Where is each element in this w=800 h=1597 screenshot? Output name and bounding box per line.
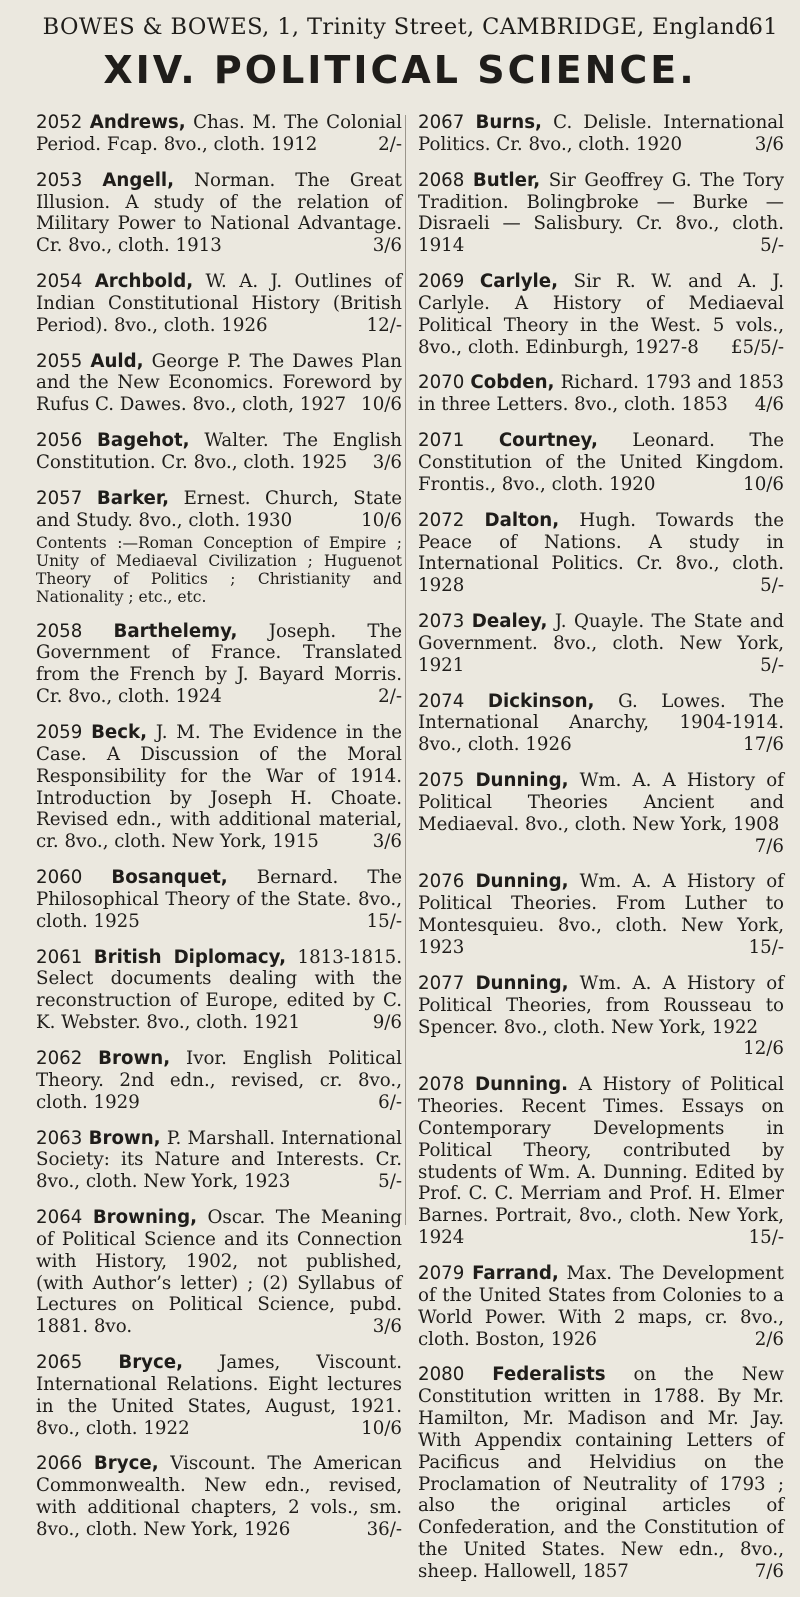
entry-number: 2073 — [418, 611, 465, 633]
catalogue-entry — [418, 973, 784, 1060]
catalogue-entry — [418, 1364, 784, 1582]
catalogue-entry — [418, 170, 784, 257]
entry-price: 2/6 — [754, 1328, 784, 1350]
catalogue-entry — [36, 170, 402, 257]
catalogue-entry — [418, 430, 784, 496]
header-text: BOWES & BOWES, 1, Trinity Street, CAMBRIDGE, England. — [42, 14, 758, 40]
entry-author: Dickinson, — [487, 690, 595, 712]
entry-author: Dalton, — [484, 509, 560, 531]
entry-author: Burns, — [475, 112, 542, 133]
entry-author: Andrews, — [89, 112, 186, 133]
entry-description: J. Quayle. The State and Government. 8vo., cloth. New York, 1921 — [418, 611, 784, 676]
catalogue-entry — [36, 722, 402, 853]
entry-price: 10/6 — [743, 473, 784, 495]
entry-price: 17/6 — [743, 734, 784, 756]
entry-number: 2059 — [36, 722, 83, 743]
entry-number: 2067 — [418, 112, 465, 133]
entry-body — [418, 1364, 784, 1582]
entry-description: on the New Constitution written in 1788. By Mr. Hamilton, Mr. Madison and Mr. Jay. With Appendix containing Letters of Pacificus and Helvidius on the Proclamation of Neutrality of 1793 ; also the original articles of Confederation, and the Constitution of the United States. New edn., 8vo., sheep. Hallowell, 1857 — [418, 1364, 784, 1582]
entry-author: Brown, — [88, 1127, 161, 1149]
entry-description: Walter. The English Constitution. Cr. 8vo., cloth. 1925 — [36, 430, 402, 473]
right-column — [418, 112, 784, 1597]
entry-author: Dunning, — [475, 770, 569, 792]
entry-description: Oscar. The Meaning of Political Science and its Connection with History, 1902, not published, (with Author’s letter) ; (2) Syllabus of Lectures on Political Science, pubd. 1881. 8vo. — [36, 1207, 402, 1338]
catalogue-entry — [418, 1263, 784, 1350]
entry-number: 2053 — [36, 169, 83, 191]
entry-author: Dunning, — [475, 972, 569, 994]
catalogue-entry — [418, 112, 784, 156]
entry-price: 12/6 — [743, 1038, 784, 1060]
catalogue-entry — [418, 770, 784, 857]
entry-body — [36, 1453, 402, 1540]
entry-number: 2070 — [418, 372, 465, 394]
catalogue-entry — [36, 112, 402, 156]
entry-number: 2058 — [36, 620, 83, 642]
entry-author: Archbold, — [94, 271, 194, 293]
entry-author: Auld, — [90, 350, 144, 372]
section-title: XIV. POLITICAL SCIENCE. — [103, 48, 697, 92]
entry-body — [418, 973, 784, 1060]
entry-description: 1813-1815. Select documents dealing with the reconstruction of Europe, edited by C. K. Webster. 8vo., cloth. 1921 — [36, 946, 402, 1034]
entry-price: 5/- — [760, 575, 784, 597]
entry-body — [36, 947, 402, 1034]
entry-price: 12/- — [366, 314, 402, 336]
entry-description: P. Marshall. International Society: its Nature and Interests. Cr. 8vo., cloth. New York, 1923 — [36, 1127, 402, 1193]
entry-price: 36/- — [366, 1519, 402, 1540]
entry-number: 2064 — [36, 1207, 83, 1229]
entry-price: 3/6 — [754, 133, 784, 155]
entry-number: 2080 — [418, 1364, 465, 1386]
entry-body — [36, 1128, 402, 1194]
entry-description: Viscount. The American Commonwealth. New edn., revised, with additional chapters, 2 vols., sm. 8vo., cloth. New York, 1926 — [36, 1453, 402, 1540]
entry-author: Bryce, — [93, 1453, 159, 1475]
entry-body — [418, 770, 784, 857]
entry-number: 2077 — [418, 972, 465, 994]
entry-author: Cobden, — [470, 372, 555, 394]
entry-price: 4/6 — [754, 394, 784, 416]
entry-number: 2071 — [418, 430, 465, 452]
entry-number: 2066 — [36, 1453, 83, 1475]
entry-author: Carlyle, — [479, 271, 559, 293]
entry-body — [36, 1048, 402, 1114]
entry-author: Browning, — [92, 1207, 197, 1229]
entry-body — [36, 1352, 402, 1439]
entry-price: 10/6 — [361, 509, 402, 531]
entry-author: Barker, — [96, 487, 170, 509]
entry-description: C. Delisle. International Politics. Cr. 8vo., cloth. 1920 — [418, 112, 784, 155]
catalogue-entry — [36, 1453, 402, 1540]
entry-number: 2065 — [36, 1352, 83, 1374]
catalogue-entry — [36, 947, 402, 1034]
entry-author: British Diplomacy, — [93, 946, 287, 968]
entry-author: Dunning. — [475, 1074, 569, 1096]
entry-author: Dunning, — [475, 871, 569, 893]
catalogue-entry — [36, 867, 402, 933]
entry-price: 5/- — [760, 654, 784, 676]
entry-description: George P. The Dawes Plan and the New Economics. Foreword by Rufus C. Dawes. 8vo., cloth, 1927 — [36, 350, 402, 416]
entry-body — [418, 430, 784, 496]
entry-body — [36, 170, 402, 257]
entry-body — [418, 871, 784, 958]
entry-description: W. A. J. Outlines of Indian Constitutional History (British Period). 8vo., cloth. 1926 — [36, 271, 402, 336]
entry-description: G. Lowes. The International Anarchy, 1904-1914. 8vo., cloth. 1926 — [418, 690, 784, 756]
entry-body — [36, 351, 402, 417]
entry-author: Brown, — [98, 1047, 171, 1069]
entry-description: Leonard. The Constitution of the United Kingdom. Frontis., 8vo., cloth. 1920 — [418, 430, 784, 495]
entry-author: Beck, — [91, 722, 148, 743]
entry-price: 7/6 — [754, 835, 784, 857]
entry-price: 10/6 — [361, 1417, 402, 1439]
entry-author: Barthelemy, — [113, 620, 238, 642]
entry-description: Wm. A. A History of Political Theories, from Rousseau to Spencer. 8vo., cloth. New York, 1922 — [418, 972, 784, 1038]
entry-author: Federalists — [492, 1364, 606, 1386]
column-divider — [405, 115, 406, 1225]
entry-description: Ernest. Church, State and Study. 8vo., cloth. 1930 — [36, 487, 402, 531]
entry-number: 2060 — [36, 867, 83, 889]
catalogue-entry — [418, 1074, 784, 1249]
entry-body — [36, 430, 402, 474]
entry-number: 2054 — [36, 271, 83, 293]
entry-body — [36, 271, 402, 337]
entry-price: 3/6 — [372, 831, 402, 853]
entry-price: 15/- — [748, 1227, 784, 1249]
entry-body — [418, 271, 784, 358]
entry-number: 2062 — [36, 1047, 83, 1069]
entry-body — [36, 112, 402, 156]
catalogue-entry — [36, 1207, 402, 1338]
catalogue-entry — [36, 1128, 402, 1194]
entry-number: 2075 — [418, 770, 465, 792]
entry-price: 3/6 — [372, 1316, 402, 1338]
entry-author: Bryce, — [118, 1352, 184, 1374]
entry-description: Wm. A. A History of Political Theories Ancient and Mediaeval. 8vo., cloth. New York, 1908 — [418, 770, 784, 835]
entry-description: Hugh. Towards the Peace of Nations. A study in International Politics. Cr. 8vo., cloth. 1928 — [418, 509, 784, 597]
entry-description: Sir R. W. and A. J. Carlyle. A History of Mediaeval Political Theory in the West. 5 vols., 8vo., cloth. Edinburgh, 1927-8 — [418, 271, 784, 358]
entry-number: 2069 — [418, 271, 465, 293]
entry-body — [36, 867, 402, 933]
entry-number: 2074 — [418, 690, 465, 712]
entry-number: 2079 — [418, 1262, 465, 1284]
catalogue-entry — [36, 351, 402, 417]
entry-price: 9/6 — [372, 1012, 402, 1034]
entry-body — [418, 1074, 784, 1249]
entry-price: 2/- — [378, 133, 402, 155]
entry-description: J. M. The Evidence in the Case. A Discussion of the Moral Responsibility for the War of 1914. Introduction by Joseph H. Choate. Revised edn., with additional material, cr. 8vo., cloth. New York, 1915 — [36, 722, 402, 853]
entry-price: 10/6 — [361, 394, 402, 416]
entry-price: 2/- — [378, 686, 402, 708]
catalogue-entry — [418, 510, 784, 597]
page-number: 61 — [748, 14, 778, 40]
entry-body — [418, 611, 784, 677]
entry-number: 2055 — [36, 350, 83, 372]
entry-price: 15/- — [748, 937, 784, 958]
entry-number: 2057 — [36, 487, 83, 509]
entry-number: 2072 — [418, 509, 465, 531]
catalogue-entry — [418, 691, 784, 757]
entry-price: 5/- — [760, 235, 784, 257]
entry-description: Norman. The Great Illusion. A study of the relation of Military Power to National Advantage. Cr. 8vo., cloth. 1913 — [36, 169, 402, 257]
entry-description: James, Viscount. International Relations. Eight lectures in the United States, August, 1921. 8vo., cloth. 1922 — [36, 1352, 402, 1439]
entry-body — [36, 1207, 402, 1338]
entry-body — [418, 510, 784, 597]
entry-author: Bagehot, — [97, 430, 190, 452]
catalogue-entry — [36, 430, 402, 474]
entry-number: 2076 — [418, 871, 465, 893]
entry-description: Max. The Development of the United States from Colonies to a World Power. With 2 maps, cr. 8vo., cloth. Boston, 1926 — [418, 1262, 784, 1350]
catalogue-entry — [418, 372, 784, 416]
page-header — [0, 14, 800, 40]
entry-body — [418, 691, 784, 757]
entry-description: Richard. 1793 and 1853 in three Letters. 8vo., cloth. 1853 — [418, 372, 784, 416]
left-column — [36, 112, 402, 1555]
entry-author: Farrand, — [472, 1262, 559, 1284]
entry-price: 3/6 — [372, 451, 402, 473]
entry-body — [418, 372, 784, 416]
catalogue-entry — [36, 488, 402, 607]
entry-body — [36, 621, 402, 708]
entry-author: Bosanquet, — [111, 867, 228, 889]
entry-number: 2068 — [418, 169, 465, 191]
entry-description: Joseph. The Government of France. Translated from the French by J. Bayard Morris. Cr. 8vo., cloth. 1924 — [36, 620, 402, 708]
entry-body — [418, 112, 784, 156]
catalogue-entry — [36, 621, 402, 708]
entry-number: 2063 — [36, 1127, 83, 1149]
entry-description: Sir Geoffrey G. The Tory Tradition. Bolingbroke — Burke — Disraeli — Salisbury. Cr. 8vo., cloth. 1914 — [418, 169, 784, 257]
entry-author: Angell, — [102, 169, 175, 191]
entry-price: 15/- — [366, 910, 402, 932]
entry-number: 2078 — [418, 1074, 465, 1096]
entry-description: Wm. A. A History of Political Theories. From Luther to Montesquieu. 8vo., cloth. New York, 1923 — [418, 871, 784, 958]
entry-number: 2061 — [36, 946, 83, 968]
entry-price: £5/5/- — [730, 336, 784, 358]
entry-description: A History of Political Theories. Recent Times. Essays on Contemporary Developments in Political Theory, contributed by students of Wm. A. Dunning. Edited by Prof. C. C. Merriam and Prof. H. Elmer Barnes. Portrait, 8vo., cloth. New York, 1924 — [418, 1074, 784, 1249]
catalogue-entry — [36, 271, 402, 337]
entry-number: 2056 — [36, 430, 83, 452]
entry-author: Dealey, — [471, 611, 548, 633]
entry-body — [418, 170, 784, 257]
catalogue-entry — [36, 1352, 402, 1439]
catalogue-entry — [418, 271, 784, 358]
entry-number: 2052 — [36, 112, 83, 133]
entry-price: 6/- — [378, 1091, 402, 1113]
entry-author: Butler, — [472, 169, 541, 191]
entry-price: 7/6 — [754, 1560, 784, 1582]
entry-contents: Contents :—Roman Conception of Empire ; Unity of Mediaeval Civilization ; Huguenot Theory of Politics ; Christianity and Nationality ; etc., etc. — [36, 533, 402, 607]
catalogue-entry — [36, 1048, 402, 1114]
entry-price: 3/6 — [372, 235, 402, 257]
entry-price: 5/- — [378, 1171, 402, 1193]
entry-description: Ivor. English Political Theory. 2nd edn., revised, cr. 8vo., cloth. 1929 — [36, 1047, 402, 1113]
catalogue-entry — [418, 611, 784, 677]
entry-description: Bernard. The Philosophical Theory of the State. 8vo., cloth. 1925 — [36, 867, 402, 932]
entry-description: Chas. M. The Colonial Period. Fcap. 8vo., cloth. 1912 — [36, 112, 402, 155]
entry-body — [418, 1263, 784, 1350]
catalogue-entry — [418, 871, 784, 958]
entry-body — [36, 722, 402, 853]
entry-author: Courtney, — [498, 430, 598, 452]
entry-body — [36, 488, 402, 532]
